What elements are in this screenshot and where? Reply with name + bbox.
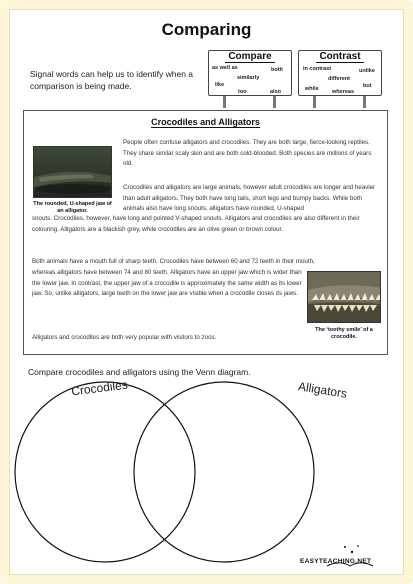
compare-word: similarly bbox=[237, 75, 260, 81]
venn-instruction: Compare crocodiles and alligators using the Venn diagram. bbox=[28, 367, 251, 377]
compare-sign-title: Compare bbox=[209, 51, 291, 62]
caption-crocodile: The ‘toothy smile’ of a crocodile. bbox=[315, 327, 373, 340]
compare-word: too bbox=[238, 89, 247, 95]
compare-word: as well as bbox=[212, 65, 238, 71]
contrast-word: in contrast bbox=[303, 66, 332, 72]
intro-text: Signal words can help us to identify when a comparison is being made. bbox=[30, 69, 194, 91]
paragraph-2b: snouts. Crocodiles, however, have long and pointed V-shaped snouts. Alligators and crocodiles are also different in their colouring. Alligators are a blackish grey, while crocodiles are an olive green or brown colour. bbox=[32, 215, 360, 233]
contrast-word: different bbox=[328, 76, 350, 82]
venn-label-crocodiles: Crocodiles bbox=[70, 377, 129, 399]
contrast-word: while bbox=[305, 86, 319, 92]
paragraph-4: Alligators and crocodiles are both very popular with visitors to zoos. bbox=[32, 334, 217, 341]
venn-circle-crocodiles[interactable] bbox=[15, 382, 195, 562]
footer-brand: EASYTEACHING.NET bbox=[300, 558, 372, 565]
paragraph-2a: Crocodiles and alligators are large animals, however adult crocodiles are longer and heavier than adult alligators. They both have long tails, short legs and bumpy backs. While both animals also have long snouts, alligators have rounded, U-shaped bbox=[123, 184, 376, 212]
card-title: Crocodiles and Alligators bbox=[151, 117, 260, 127]
compare-word: like bbox=[215, 82, 225, 88]
page-title: Comparing bbox=[161, 20, 252, 39]
compare-word: both bbox=[271, 67, 283, 73]
contrast-word: but bbox=[363, 83, 372, 89]
caption-alligator: The rounded, U-shaped jaw of an alligator. bbox=[33, 201, 112, 214]
contrast-word: whereas bbox=[332, 89, 355, 95]
contrast-sign-title: Contrast bbox=[299, 51, 381, 62]
venn-circle-alligators[interactable] bbox=[134, 382, 314, 562]
paragraph-1: People often confuse alligators and crocodiles. They are both large, fierce-looking reptiles. They share similar scaly skin and are both cold-blooded. Both species are millions of years old. bbox=[123, 139, 372, 167]
compare-word: also bbox=[270, 89, 282, 95]
paragraph-3b: whereas alligators have between 74 and 80 teeth. Alligators have an upper jaw which is wider than the lower jaw. In contrast, the upper jaw of a crocodile is approximately the same width as its lower jaw. So, unlike alligators, large teeth on the lower jaw are visible when a crocodile closes its jaws. bbox=[32, 269, 302, 297]
contrast-word: unlike bbox=[359, 68, 375, 74]
venn-label-alligators: Alligators bbox=[297, 379, 349, 401]
paragraph-3a: Both animals have a mouth full of sharp teeth. Crocodiles have between 60 and 72 teeth in their mouth, bbox=[32, 258, 315, 265]
